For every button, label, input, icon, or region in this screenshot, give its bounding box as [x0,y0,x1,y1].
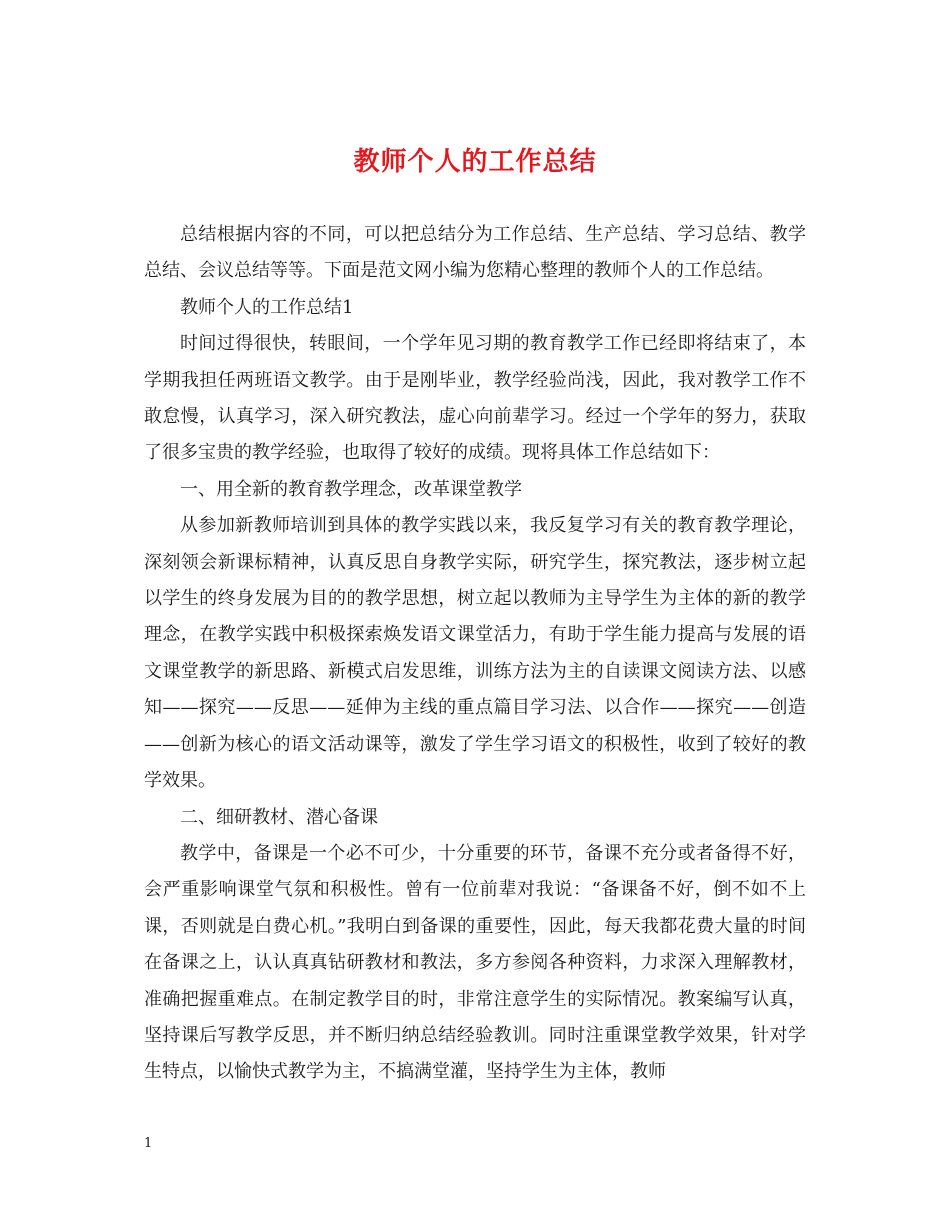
document-body [144,217,806,1091]
document-title: 教师个人的工作总结 [353,147,597,177]
body-paragraph: 教学中，备课是一个必不可少，十分重要的环节，备课不充分或者备得不好，会严重影响课堂气氛和积极性。曾有一位前辈对我说：“备课备不好，倒不如不上课，否则就是白费心机。”我明白到备课的重要性，因此，每天我都花费大量的时间在备课之上，认认真真钻研教材和教法，多方参阅各种资料，力求深入理解教材，准确把握重难点。在制定教学目的时，非常注意学生的实际情况。教案编写认真，坚持课后写教学反思，并不断归纳总结经验教训。同时注重课堂教学效果，针对学生特点，以愉快式教学为主，不搞满堂灌，坚持学生为主体，教师 [144,842,806,1083]
page-number: 1 [144,1136,153,1151]
section-heading-summary-1: 教师个人的工作总结1 [180,296,354,318]
body-paragraph: 时间过得很快，转眼间，一个学年见习期的教育教学工作已经即将结束了，本学期我担任两班语文教学。由于是刚毕业，教学经验尚浅，因此，我对教学工作不敢怠慢，认真学习，深入研究教法，虚心向前辈学习。经过一个学年的努力，获取了很多宝贵的教学经验，也取得了较好的成绩。现将具体工作总结如下： [144,333,806,464]
section-heading-teaching-philosophy: 一、用全新的教育教学理念，改革课堂教学 [180,478,522,500]
body-paragraph: 从参加新教师培训到具体的教学实践以来，我反复学习有关的教育教学理论，深刻领会新课标精神，认真反思自身教学实际，研究学生，探究教法，逐步树立起以学生的终身发展为目的的教学思想，树立起以教师为主导学生为主体的新的教学理念，在教学实践中积极探索焕发语文课堂活力，有助于学生能力提高与发展的语文课堂教学的新思路、新模式启发思维，训练方法为主的自读课文阅读方法、以感知——探究——反思——延伸为主线的重点篇目学习法、以合作——探究——创造——创新为核心的语文活动课等，激发了学生学习语文的积极性，收到了较好的教学效果。 [144,515,806,792]
section-heading-lesson-preparation: 二、细研教材、潜心备课 [180,806,378,828]
intro-paragraph: 总结根据内容的不同，可以把总结分为工作总结、生产总结、学习总结、教学总结、会议总结等等。下面是范文网小编为您精心整理的教师个人的工作总结。 [144,224,806,282]
